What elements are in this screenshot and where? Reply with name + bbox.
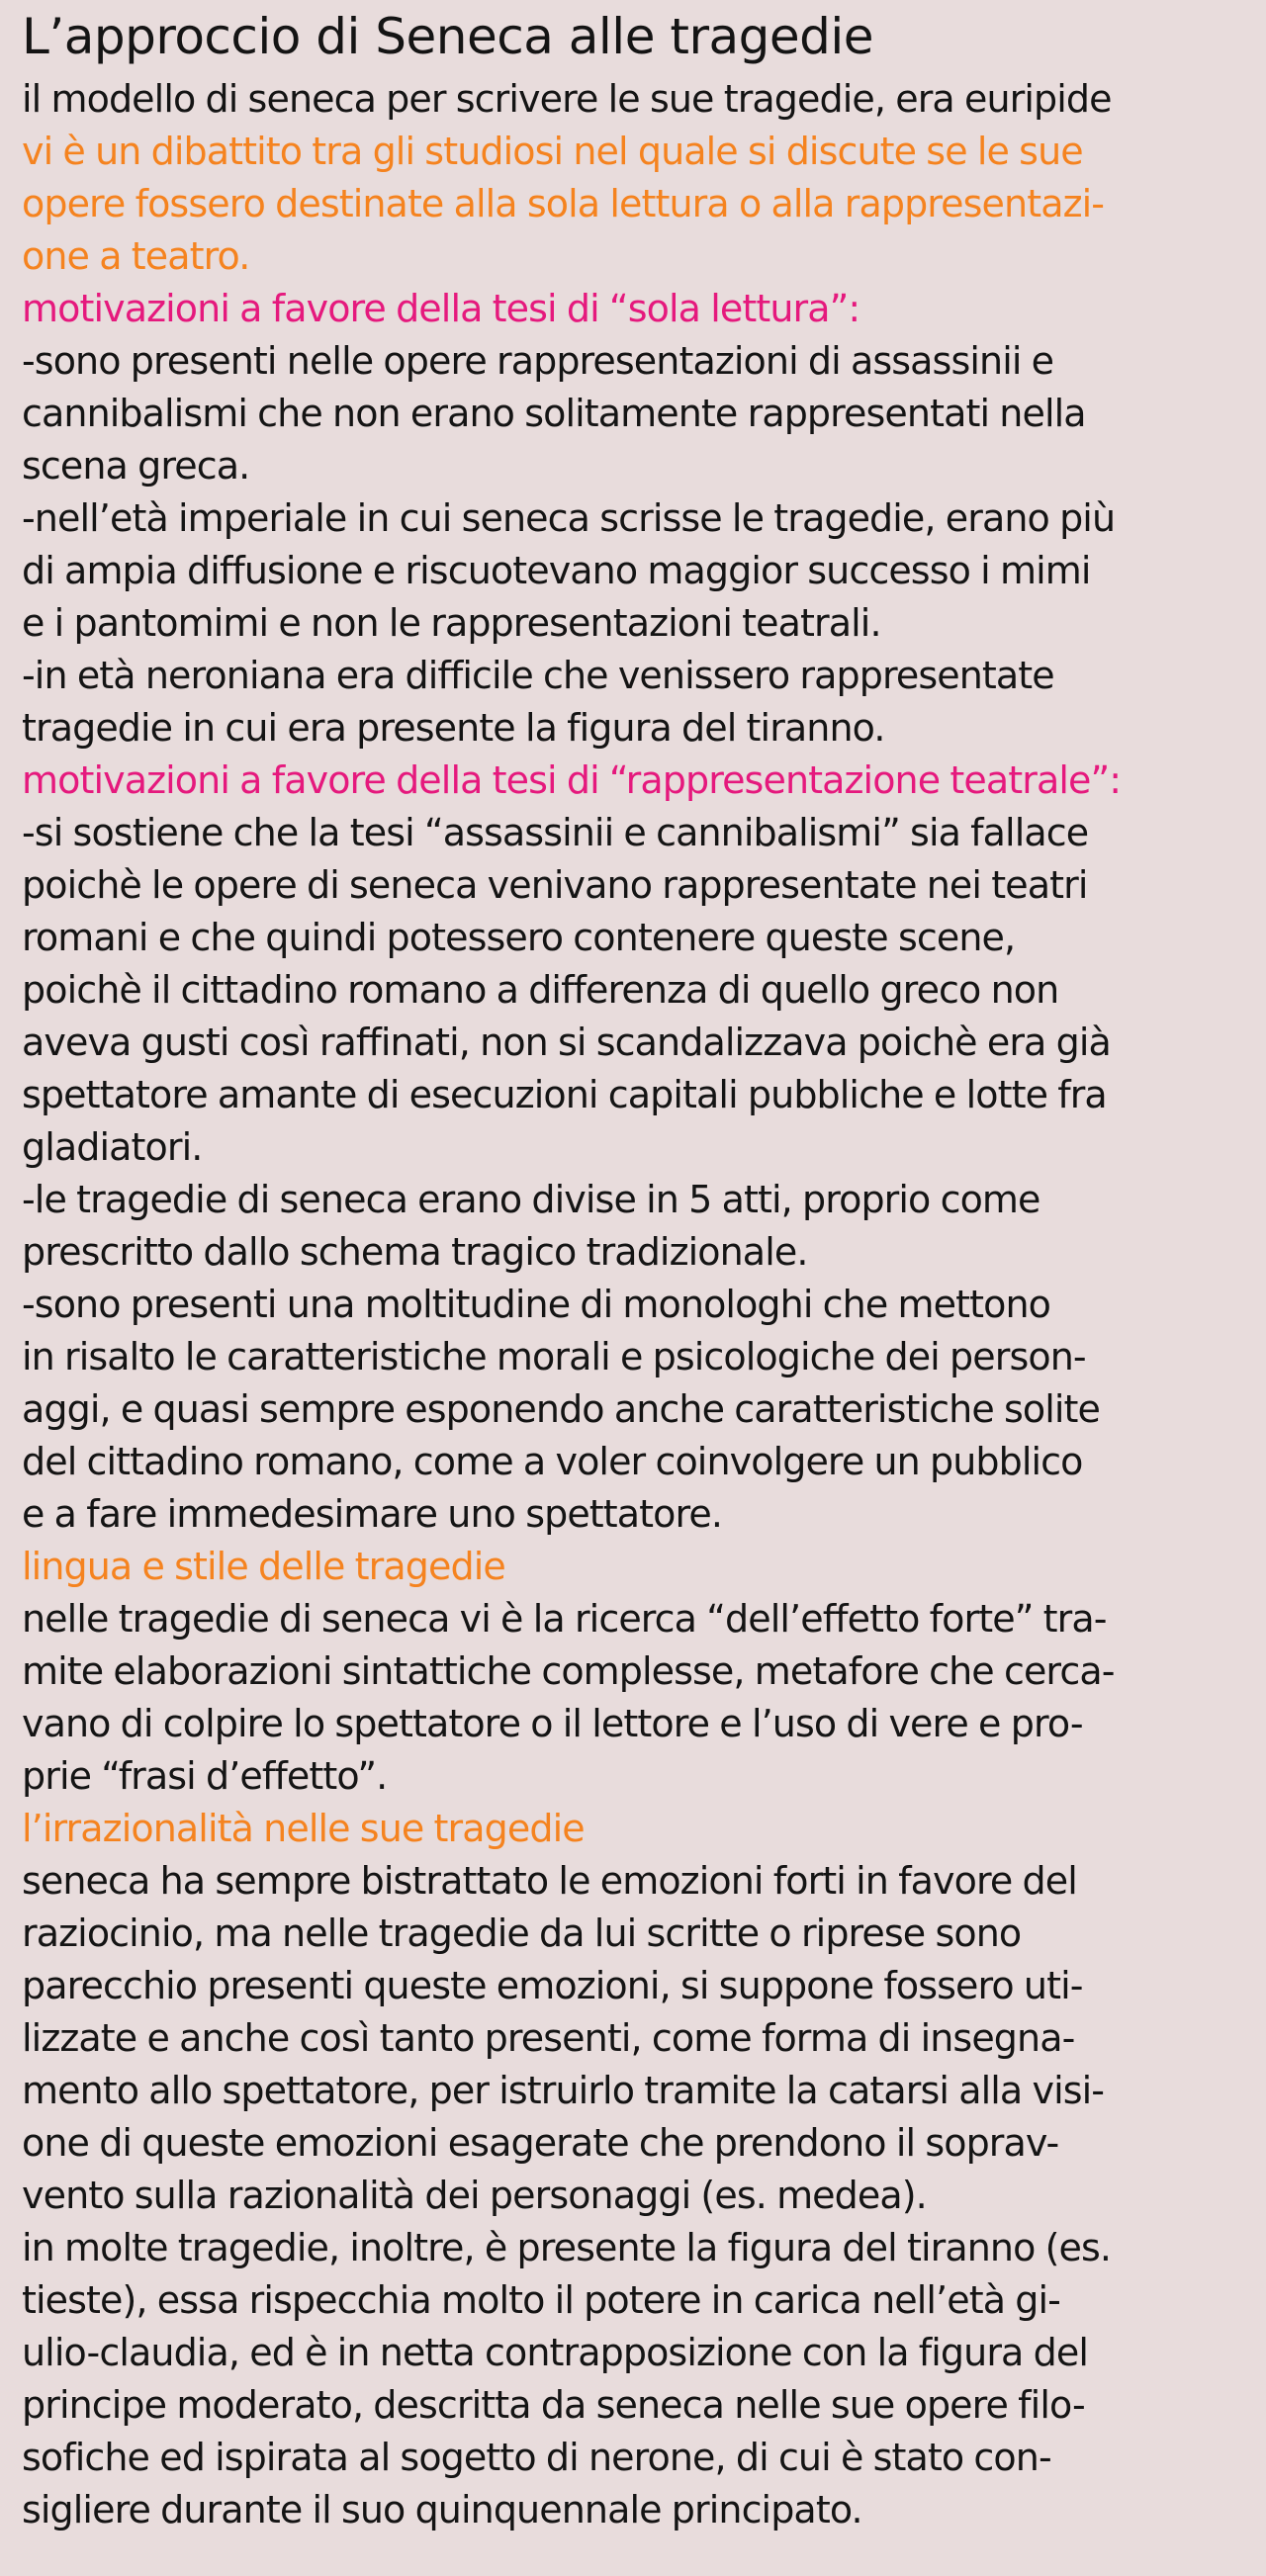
- body-text-line: -nell’età imperiale in cui seneca scrisse le tragedie, erano più: [22, 496, 1116, 540]
- body-text-line: raziocinio, ma nelle tragedie da lui scritte o riprese sono: [22, 1911, 1022, 1955]
- body-text-line: scena greca.: [22, 444, 250, 488]
- document-body: [22, 73, 1244, 2536]
- body-text-line: in molte tragedie, inoltre, è presente la figura del tiranno (es.: [22, 2226, 1112, 2269]
- heading-line: motivazioni a favore della tesi di “rappresentazione teatrale”:: [22, 758, 1122, 802]
- body-text-line: -le tragedie di seneca erano divise in 5 atti, proprio come: [22, 1178, 1040, 1221]
- body-text-line: cannibalismi che non erano solitamente rappresentati nella: [22, 392, 1086, 435]
- body-text-line: parecchio presenti queste emozioni, si suppone fossero uti-: [22, 1964, 1083, 2007]
- body-text-line: nelle tragedie di seneca vi è la ricerca “dell’effetto forte” tra-: [22, 1597, 1107, 1641]
- body-text-line: prie “frasi d’effetto”.: [22, 1754, 388, 1798]
- page-title: L’approccio di Seneca alle tragedie: [22, 8, 874, 65]
- body-text-line: sofiche ed ispirata al sogetto di nerone, di cui è stato con-: [22, 2436, 1051, 2479]
- body-text-line: -sono presenti una moltitudine di monologhi che mettono: [22, 1283, 1050, 1326]
- body-text-line: aveva gusti così raffinati, non si scandalizzava poichè era già: [22, 1021, 1111, 1064]
- body-text-line: romani e che quindi potessero contenere queste scene,: [22, 916, 1016, 959]
- body-text-line: -sono presenti nelle opere rappresentazioni di assassinii e: [22, 339, 1054, 383]
- body-text-line: il modello di seneca per scrivere le sue tragedie, era euripide: [22, 77, 1112, 121]
- body-text-line: seneca ha sempre bistrattato le emozioni forti in favore del: [22, 1859, 1077, 1903]
- body-text-line: spettatore amante di esecuzioni capitali pubbliche e lotte fra: [22, 1073, 1107, 1116]
- body-text-line: tieste), essa rispecchia molto il potere in carica nell’età gi-: [22, 2278, 1060, 2322]
- body-text-line: e i pantomimi e non le rappresentazioni teatrali.: [22, 601, 881, 645]
- body-text-line: -si sostiene che la tesi “assassinii e cannibalismi” sia fallace: [22, 811, 1089, 854]
- body-text-line: ulio-claudia, ed è in netta contrapposizione con la figura del: [22, 2331, 1088, 2374]
- body-text-line: di ampia diffusione e riscuotevano maggior successo i mimi: [22, 549, 1091, 592]
- heading-line: l’irrazionalità nelle sue tragedie: [22, 1807, 585, 1850]
- body-text-line: aggi, e quasi sempre esponendo anche caratteristiche solite: [22, 1387, 1101, 1431]
- body-text-line: poichè le opere di seneca venivano rappresentate nei teatri: [22, 863, 1088, 907]
- heading-line: lingua e stile delle tragedie: [22, 1545, 505, 1588]
- body-text-line: mite elaborazioni sintattiche complesse, metafore che cerca-: [22, 1649, 1115, 1693]
- body-text-line: sigliere durante il suo quinquennale principato.: [22, 2488, 862, 2532]
- body-text-line: in risalto le caratteristiche morali e psicologiche dei person-: [22, 1335, 1086, 1378]
- body-text-line: mento allo spettatore, per istruirlo tramite la catarsi alla visi-: [22, 2069, 1105, 2112]
- heading-line: one a teatro.: [22, 234, 250, 278]
- heading-line: opere fossero destinate alla sola lettura o alla rappresentazi-: [22, 182, 1105, 225]
- body-text-line: lizzate e anche così tanto presenti, come forma di insegna-: [22, 2016, 1075, 2060]
- body-text-line: vento sulla razionalità dei personaggi (es. medea).: [22, 2174, 927, 2217]
- body-text-line: prescritto dallo schema tragico tradizionale.: [22, 1230, 808, 1274]
- heading-line: vi è un dibattito tra gli studiosi nel quale si discute se le sue: [22, 130, 1083, 173]
- body-text-line: principe moderato, descritta da seneca nelle sue opere filo-: [22, 2383, 1085, 2427]
- body-text-line: poichè il cittadino romano a differenza di quello greco non: [22, 968, 1059, 1012]
- body-text-line: gladiatori.: [22, 1125, 203, 1169]
- body-text-line: -in età neroniana era difficile che venissero rappresentate: [22, 654, 1054, 697]
- body-text-line: e a fare immedesimare uno spettatore.: [22, 1492, 723, 1536]
- body-text-line: tragedie in cui era presente la figura del tiranno.: [22, 706, 885, 750]
- body-text-line: one di queste emozioni esagerate che prendono il soprav-: [22, 2121, 1059, 2165]
- body-text-line: vano di colpire lo spettatore o il lettore e l’uso di vere e pro-: [22, 1702, 1083, 1745]
- body-text-line: del cittadino romano, come a voler coinvolgere un pubblico: [22, 1440, 1083, 1483]
- heading-line: motivazioni a favore della tesi di “sola lettura”:: [22, 287, 860, 330]
